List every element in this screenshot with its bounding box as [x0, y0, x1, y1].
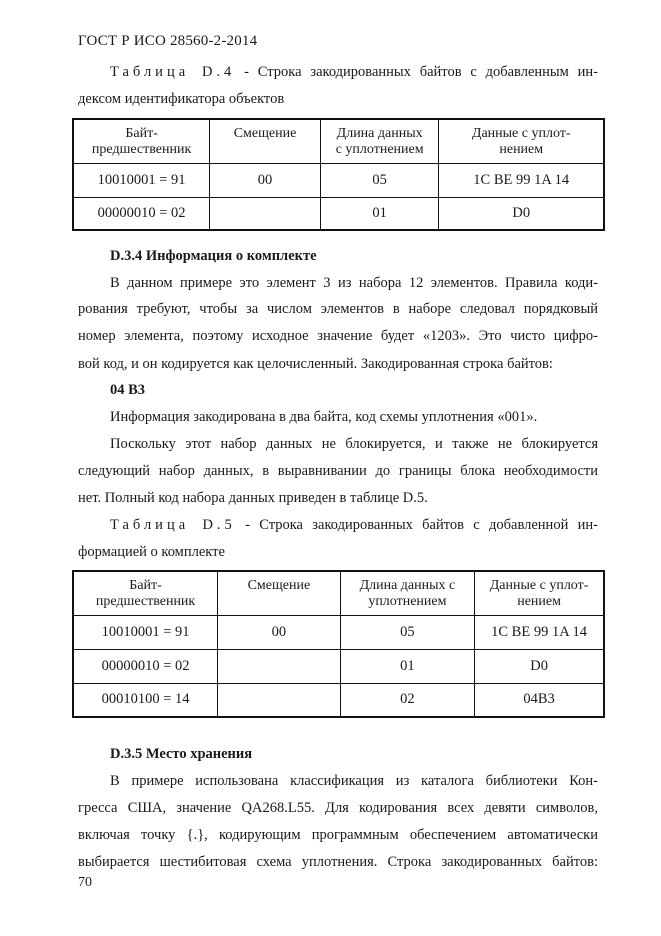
header-cell: Длина данных с уплотнением — [340, 571, 475, 615]
header-cell: Байт- предшественник — [73, 571, 218, 615]
table-cell: 00010100 = 14 — [73, 683, 218, 717]
table-cell: 00 — [218, 615, 341, 649]
paragraph-line: нет. Полный код набора данных приведен в таблице D.5. — [78, 490, 428, 506]
table-cell: D0 — [475, 649, 604, 683]
header-cell: Смещение — [210, 119, 321, 163]
table-row — [73, 197, 604, 230]
section-d34-title: D.3.4 Информация о комплекте — [110, 248, 317, 264]
paragraph-line: В данном примере это элемент 3 из набора 12 элементов. Правила коди- — [110, 275, 598, 291]
section-d35-title: D.3.5 Место хранения — [110, 746, 253, 762]
table-d4-caption-line2: дексом идентификатора объектов — [78, 91, 285, 107]
table-row — [73, 683, 604, 717]
table-cell: 05 — [320, 163, 439, 197]
header-cell: Данные с уплот- нением — [475, 571, 604, 615]
table-cell: 00000010 = 02 — [73, 649, 218, 683]
table-d5-caption — [110, 515, 598, 535]
table-cell: 1C BE 99 1A 14 — [475, 615, 604, 649]
table-cell: 10010001 = 91 — [73, 163, 210, 197]
table-cell: 01 — [340, 649, 475, 683]
table-cell — [210, 197, 321, 230]
table-d5 — [72, 570, 605, 718]
table-d5-caption-line2: формацией о комплекте — [78, 544, 225, 560]
paragraph-line: Информация закодирована в два байта, код схемы уплотнения «001». — [110, 409, 538, 425]
table-d5-caption-label: Таблица D.5 — [110, 517, 236, 533]
table-d4 — [72, 118, 605, 231]
table-cell: D0 — [439, 197, 604, 230]
paragraph-line: гресса США, значение QA268.L55. Для кодирования всех девяти символов, — [78, 800, 598, 816]
header-cell: Байт- предшественник — [73, 119, 210, 163]
paragraph-line: Поскольку этот набор данных не блокируется, и также не блокируется — [110, 436, 598, 452]
paragraph-line: рования требуют, чтобы за числом элементов в наборе следовал порядковый — [78, 301, 598, 317]
table-cell: 00 — [210, 163, 321, 197]
table-row — [73, 163, 604, 197]
document-header: ГОСТ Р ИСО 28560-2-2014 — [78, 33, 258, 49]
table-cell — [218, 683, 341, 717]
paragraph-line: В примере использована классификация из каталога библиотеки Кон- — [110, 773, 598, 789]
table-header-row — [73, 571, 604, 615]
paragraph-line: выбирается шестибитовая схема уплотнения. Строка закодированных байтов: — [78, 854, 598, 870]
header-cell: Смещение — [218, 571, 341, 615]
code-bytes: 04 B3 — [110, 382, 146, 398]
table-row — [73, 649, 604, 683]
table-cell: 1C BE 99 1A 14 — [439, 163, 604, 197]
table-header-row — [73, 119, 604, 163]
page-number: 70 — [78, 875, 92, 890]
paragraph-line: следующий набор данных, в выравнивании до границы блока необходимости — [78, 463, 598, 479]
table-cell: 02 — [340, 683, 475, 717]
header-cell: Длина данных с уплотнением — [320, 119, 439, 163]
table-d4-caption-text: - Строка закодированных байтов с добавленным ин- — [235, 64, 598, 80]
paragraph-line: вой код, и он кодируется как целочисленный. Закодированная строка байтов: — [78, 356, 553, 372]
table-d5-caption-text: - Строка закодированных байтов с добавленной ин- — [235, 517, 598, 533]
table-cell: 10010001 = 91 — [73, 615, 218, 649]
table-d4-caption-label: Таблица D.4 — [110, 64, 236, 80]
paragraph-line: включая точку {.}, кодирующим программным обеспечением автоматически — [78, 827, 598, 843]
table-cell — [218, 649, 341, 683]
table-cell: 01 — [320, 197, 439, 230]
table-d4-caption — [110, 62, 598, 82]
table-row — [73, 615, 604, 649]
header-cell: Данные с уплот- нением — [439, 119, 604, 163]
paragraph-line: номер элемента, поэтому исходное значение будет «1203». Это чисто цифро- — [78, 328, 598, 344]
table-cell: 00000010 = 02 — [73, 197, 210, 230]
table-cell: 05 — [340, 615, 475, 649]
table-cell: 04B3 — [475, 683, 604, 717]
